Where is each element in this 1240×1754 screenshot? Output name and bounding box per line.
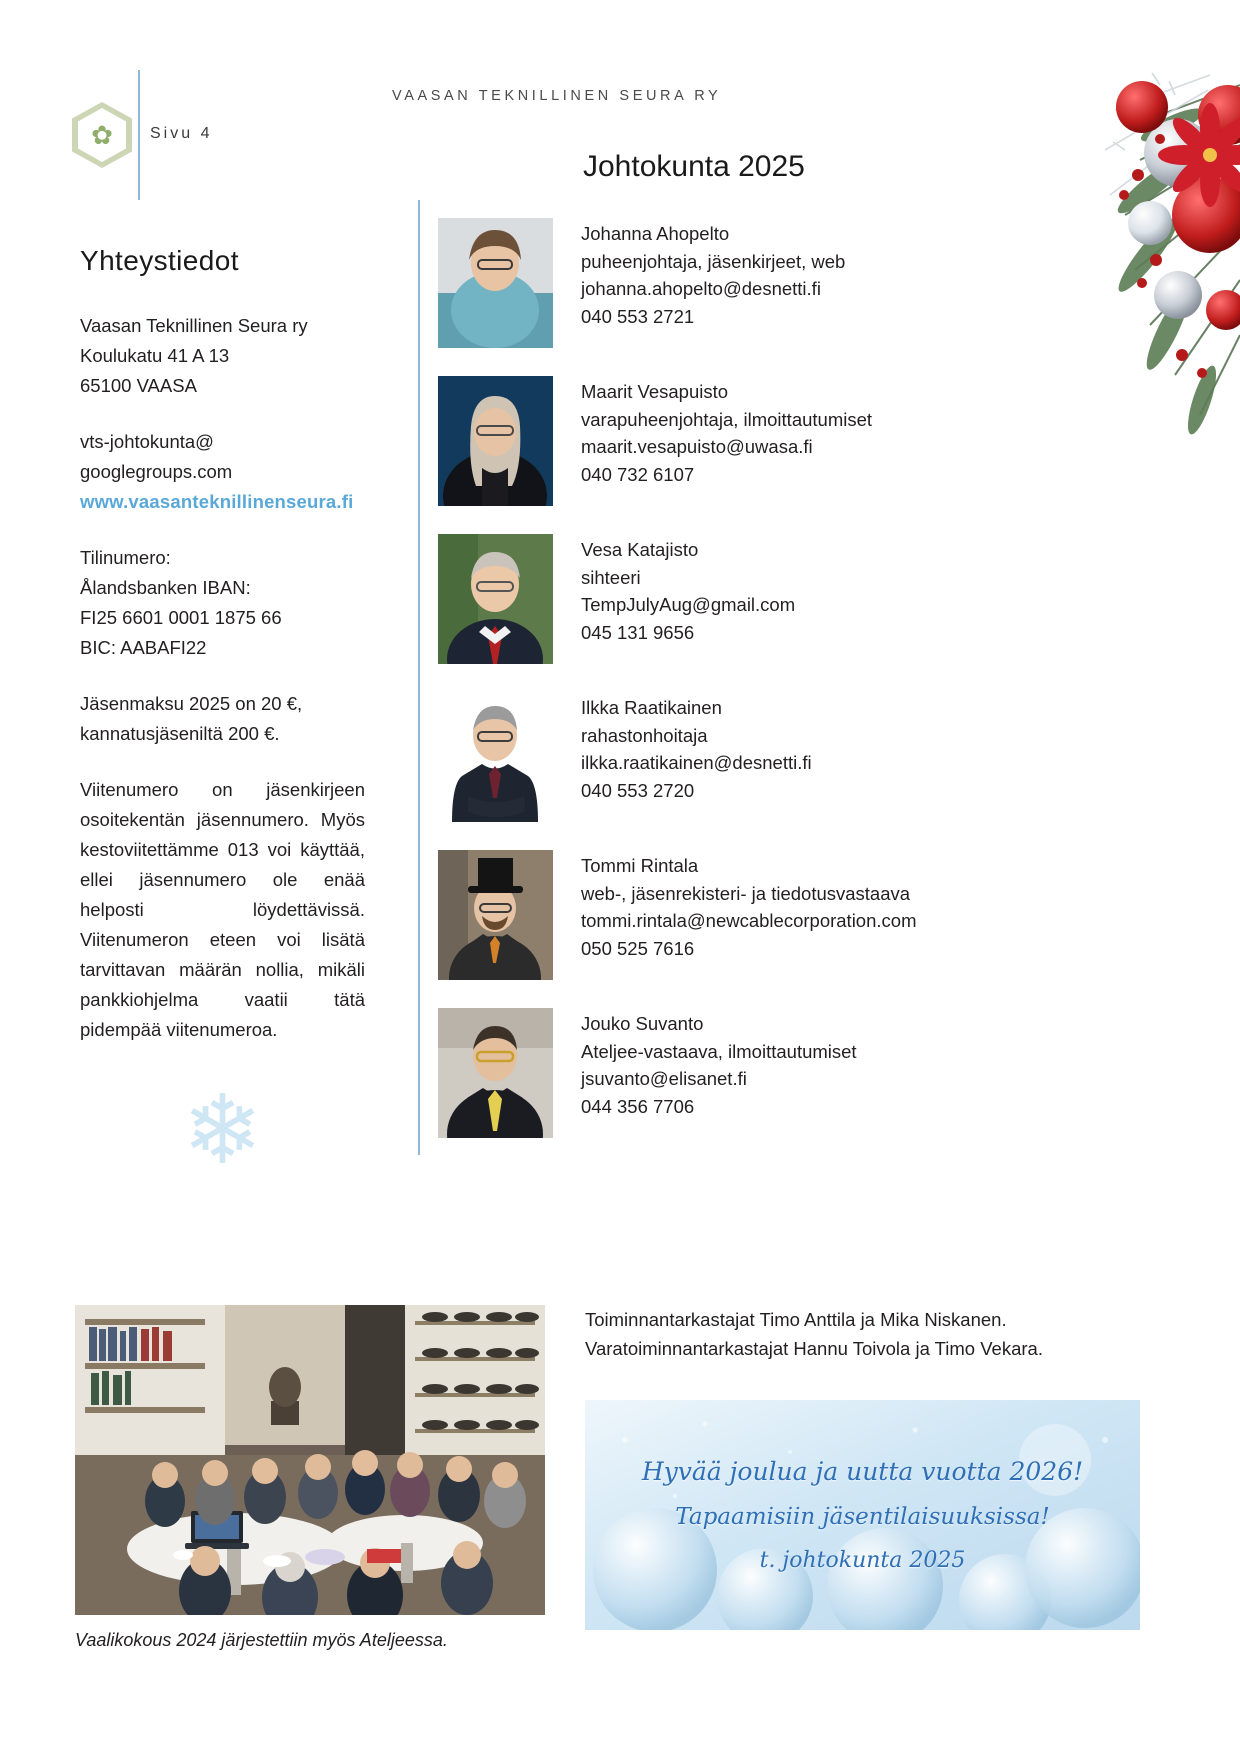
greeting-line-3: t. johtokunta 2025 bbox=[759, 1548, 966, 1573]
page-number-label: Sivu 4 bbox=[150, 125, 213, 142]
member-name: Ilkka Raatikainen bbox=[581, 697, 722, 718]
member-email[interactable]: tommi.rintala@newcablecorporation.com bbox=[581, 910, 917, 931]
auditors-note bbox=[585, 1305, 1165, 1363]
member-name: Johanna Ahopelto bbox=[581, 223, 730, 244]
column-divider bbox=[418, 200, 420, 1155]
bank-iban-number: FI25 6601 0001 1875 66 bbox=[80, 607, 282, 628]
member-email[interactable]: johanna.ahopelto@desnetti.fi bbox=[581, 278, 821, 299]
bank-label: Tilinumero: bbox=[80, 547, 171, 568]
member-phone: 045 131 9656 bbox=[581, 621, 695, 643]
contact-heading: Yhteystiedot bbox=[80, 245, 239, 276]
board-section bbox=[438, 150, 1138, 1166]
fee-line-1: Jäsenmaksu 2025 on 20 €, bbox=[80, 693, 303, 714]
member-name: Tommi Rintala bbox=[581, 855, 699, 876]
member-phone: 040 553 2720 bbox=[581, 779, 695, 801]
bank-details bbox=[80, 543, 365, 663]
greeting-line-2: Tapaamisiin jäsentilaisuuksissa! bbox=[675, 1504, 1050, 1530]
member-role: rahastonhoitaja bbox=[581, 724, 708, 746]
bank-iban-label: Ålandsbanken IBAN: bbox=[80, 577, 251, 598]
photo-vesa-katajisto bbox=[438, 534, 553, 664]
address-line-2: Koulukatu 41 A 13 bbox=[80, 345, 230, 366]
membership-fee bbox=[80, 689, 365, 749]
board-member bbox=[438, 1008, 1138, 1138]
reference-number-note: Viitenumero on jäsenkirjeen osoitekentän jäsennumero. Myös kestoviitettämme 013 voi käyttää, ellei jäsennumero ole enää helposti löydettävissä. Viitenumeron eteen voi lisätä tarvittavan määrän nollia, mikäli pankkiohjelma vaatii tätä pidempää viitenumeroa. bbox=[80, 779, 365, 1040]
member-name: Maarit Vesapuisto bbox=[581, 381, 729, 402]
hexagon-leaf-logo-icon: ✿ bbox=[72, 102, 132, 168]
member-name: Vesa Katajisto bbox=[581, 539, 699, 560]
photo-caption: Vaalikokous 2024 järjestettiin myös Ateljeessa. bbox=[75, 1630, 448, 1650]
header-divider bbox=[138, 70, 140, 200]
photo-maarit-vesapuisto bbox=[438, 376, 553, 506]
board-member bbox=[438, 692, 1138, 822]
auditors-line-2: Varatoiminnantarkastajat Hannu Toivola ja Timo Vekara. bbox=[585, 1338, 1043, 1359]
member-role: sihteeri bbox=[581, 566, 641, 588]
member-email[interactable]: ilkka.raatikainen@desnetti.fi bbox=[581, 752, 812, 773]
organization-name: VAASAN TEKNILLINEN SEURA RY bbox=[392, 88, 722, 104]
board-member bbox=[438, 218, 1138, 348]
member-name: Jouko Suvanto bbox=[581, 1013, 704, 1034]
snowflake-icon: ❄ bbox=[182, 1077, 263, 1184]
board-member bbox=[438, 850, 1138, 980]
photo-tommi-rintala bbox=[438, 850, 553, 980]
postal-address bbox=[80, 311, 365, 401]
photo-johanna-ahopelto bbox=[438, 218, 553, 348]
email-line-2: googlegroups.com bbox=[80, 461, 233, 482]
member-role: web-, jäsenrekisteri- ja tiedotusvastaava bbox=[581, 882, 911, 904]
photo-jouko-suvanto bbox=[438, 1008, 553, 1138]
email-and-website bbox=[80, 427, 365, 517]
member-role: Ateljee-vastaava, ilmoittautumiset bbox=[581, 1040, 857, 1062]
email-line-1: vts-johtokunta@ bbox=[80, 431, 214, 452]
photo-vaalikokous-2024 bbox=[75, 1305, 545, 1615]
fee-line-2: kannatusjäseniltä 200 €. bbox=[80, 723, 280, 744]
board-heading: Johtokunta 2025 bbox=[583, 150, 805, 183]
member-phone: 044 356 7706 bbox=[581, 1095, 695, 1117]
board-member bbox=[438, 534, 1138, 664]
contact-section bbox=[80, 245, 365, 1184]
greeting-card bbox=[585, 1400, 1140, 1630]
address-line-1: Vaasan Teknillinen Seura ry bbox=[80, 315, 308, 336]
member-phone: 040 553 2721 bbox=[581, 305, 695, 327]
address-line-3: 65100 VAASA bbox=[80, 375, 197, 396]
member-email[interactable]: TempJulyAug@gmail.com bbox=[581, 594, 796, 615]
member-phone: 050 525 7616 bbox=[581, 937, 695, 959]
member-email[interactable]: jsuvanto@elisanet.fi bbox=[581, 1068, 747, 1089]
member-role: varapuheenjohtaja, ilmoittautumiset bbox=[581, 408, 873, 430]
auditors-line-1: Toiminnantarkastajat Timo Anttila ja Mika Niskanen. bbox=[585, 1309, 1007, 1330]
photo-ilkka-raatikainen bbox=[438, 692, 553, 822]
greeting-line-1: Hyvää joulua ja uutta vuotta 2026! bbox=[641, 1457, 1084, 1486]
website-link[interactable]: www.vaasanteknillinenseura.fi bbox=[80, 491, 354, 512]
board-member bbox=[438, 376, 1138, 506]
member-phone: 040 732 6107 bbox=[581, 463, 695, 485]
member-role: puheenjohtaja, jäsenkirjeet, web bbox=[581, 250, 846, 272]
bank-bic: BIC: AABAFI22 bbox=[80, 637, 207, 658]
member-email[interactable]: maarit.vesapuisto@uwasa.fi bbox=[581, 436, 813, 457]
